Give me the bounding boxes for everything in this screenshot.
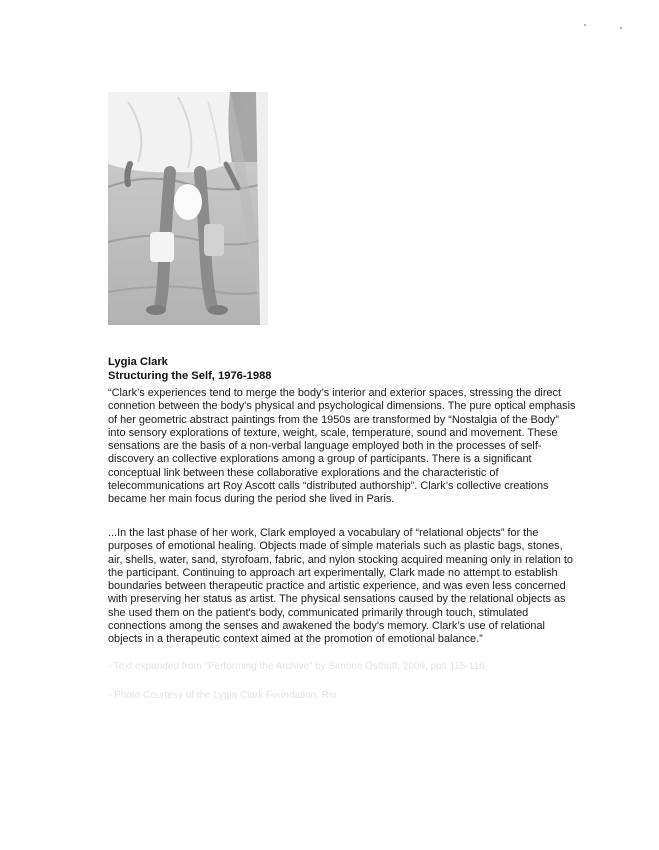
text-line: became her main focus during the period she lived in Paris. [108, 493, 395, 506]
text-line: into sensory explorations of texture, weight, scale, temperature, sound and movement. These [108, 426, 558, 439]
paragraph-1 [108, 387, 578, 507]
text-line: the participant. Continuing to approach art experimentally, Clark made no attempt to establish [108, 566, 558, 579]
text-line: boundaries between therapeutic practice and artistic experience, and was even less concerned [108, 580, 566, 593]
text-line: of her geometric abstract paintings from the 1950s are transformed by “Nostalgia of the Body” [108, 413, 559, 426]
text-line: “Clark’s experiences tend to merge the body’s interior and exterior spaces, stressing the direct [108, 387, 561, 399]
artist-name: Lygia Clark [108, 356, 168, 368]
text-line: conceptual link between these collaborative explorations and the characteristic of [108, 466, 499, 479]
text-line: with preserving her status as artist. The physical sensations caused by the relational objects as [108, 593, 566, 606]
work-title: Structuring the Self, 1976-1988 [108, 370, 272, 382]
text-line: sensations are the basis of a non-verbal language employed both in the processes of self- [108, 440, 542, 453]
scan-marks [580, 22, 630, 32]
photo-credit: - Photo Courtesy of the Lygia Clark Foundation, Rio [108, 690, 337, 701]
text-line: connections among the senses and awakened the body's memory. Clark’s use of relational [108, 620, 545, 633]
text-line: ...In the last phase of her work, Clark employed a vocabulary of “relational objects” for the [108, 527, 539, 539]
text-line: discovery an collective explorations among a group of participants. There is a significant [108, 453, 532, 466]
paragraph-2 [108, 527, 578, 647]
figure-photo [108, 92, 268, 325]
text-credit: - Text expanded from “Performing the Archive” by Simone Osthoff, 2009, pps 115-116 [108, 661, 485, 672]
text-line: objects in a therapeutic context aimed at the promotion of emotional balance.” [108, 633, 483, 646]
text-line: purposes of emotional healing. Objects made of simple materials such as plastic bags, stones, [108, 540, 563, 553]
heading [108, 355, 568, 383]
text-line: connetion between the body's physical and psychological dimensions. The pure optical emphasis [108, 400, 576, 413]
text-line: she used them on the patient's body, communicated primarily through touch, stimulated [108, 606, 529, 619]
text-line: air, shells, water, sand, styrofoam, fabric, and nylon stocking acquired meaning only in relation to [108, 553, 573, 566]
text-line: telecommunications art Roy Ascott calls “distributed authorship”. Clark’s collective creations [108, 480, 549, 493]
